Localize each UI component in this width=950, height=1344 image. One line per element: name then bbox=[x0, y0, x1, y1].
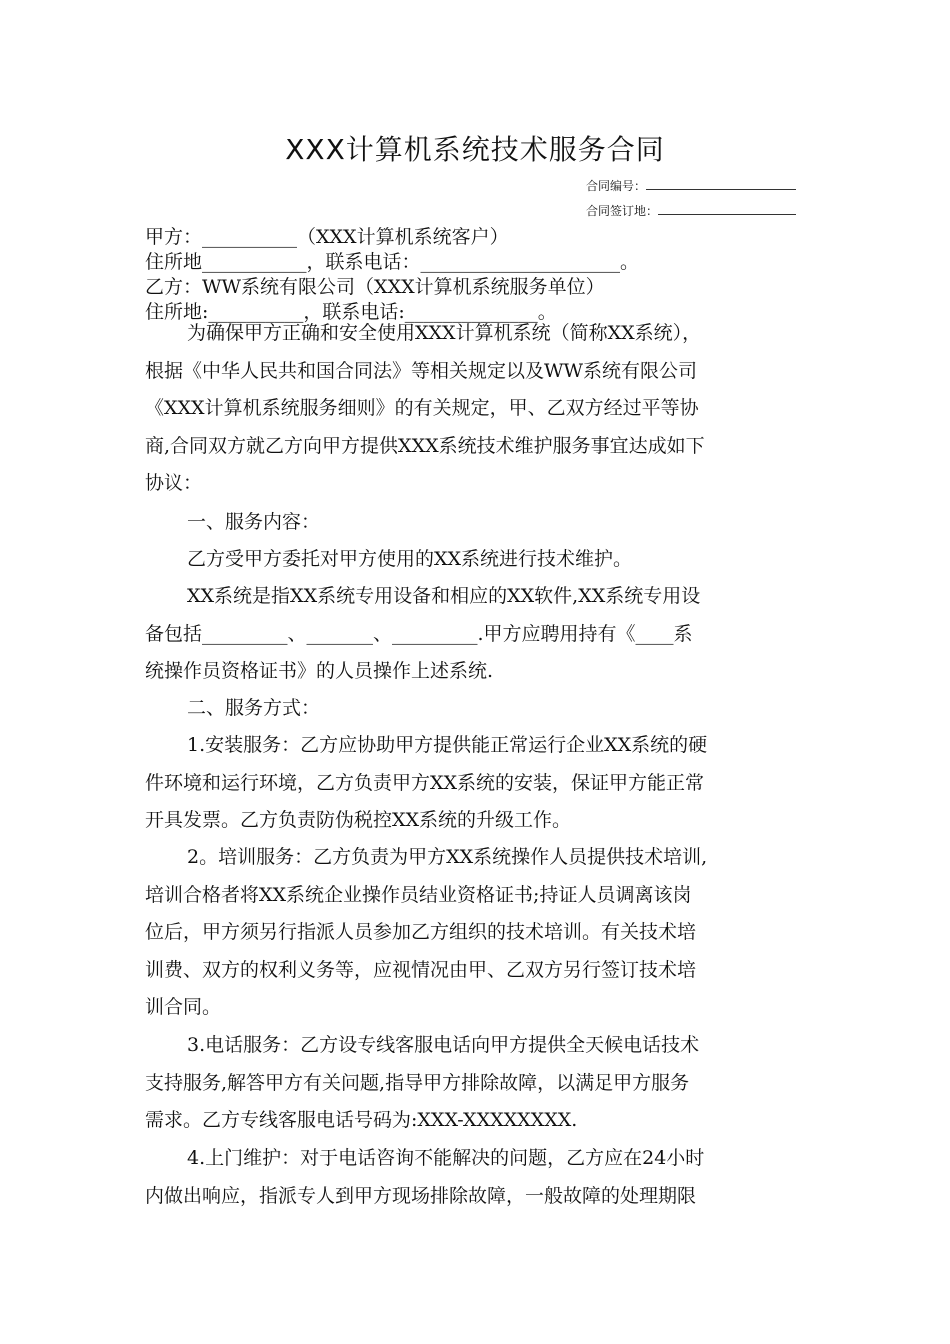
item-training-service bbox=[145, 839, 807, 1027]
paragraph-line: 乙方受甲方委托对甲方使用的XX系统进行技术维护。 bbox=[187, 548, 633, 570]
contract-place-label: 合同签订地： bbox=[586, 204, 659, 218]
section-1-paragraph-1 bbox=[145, 541, 807, 579]
preamble-line: 商,合同双方就乙方向甲方提供XXX系统技术维护服务事宜达成如下 bbox=[145, 434, 705, 457]
section-1-paragraph-2 bbox=[145, 578, 807, 691]
paragraph-line: 内做出响应，指派专人到甲方现场排除故障，一般故障的处理期限 bbox=[145, 1184, 697, 1207]
paragraph-line: 位后，甲方须另行指派人员参加乙方组织的技术培训。有关技术培 bbox=[145, 921, 697, 943]
paragraph-line: 1.安装服务：乙方应协助甲方提供能正常运行企业XX系统的硬 bbox=[187, 734, 708, 756]
preamble-line: 为确保甲方正确和安全使用XXX计算机系统（简称XX系统）， bbox=[187, 322, 702, 344]
paragraph-line: 备包括_________、_______、_________.甲方应聘用持有《____系 bbox=[145, 622, 693, 645]
preamble-line: 《XXX计算机系统服务细则》的有关规定，甲、乙双方经过平等协 bbox=[145, 397, 699, 419]
section-1-heading bbox=[145, 504, 807, 542]
paragraph-line: 开具发票。乙方负责防伪税控XX系统的升级工作。 bbox=[145, 809, 572, 831]
party-b-address: 住所地:__________，联系电话:______________。 bbox=[145, 301, 557, 323]
preamble-line: 协议： bbox=[145, 472, 203, 494]
paragraph-line: 4.上门维护：对于电话咨询不能解决的问题，乙方应在24小时 bbox=[187, 1147, 705, 1169]
contract-place-row bbox=[586, 201, 796, 220]
contract-number-row bbox=[586, 176, 796, 195]
preamble bbox=[145, 315, 807, 503]
paragraph-line: 训合同。 bbox=[145, 996, 222, 1018]
paragraph-line: 支持服务,解答甲方有关问题,指导甲方排除故障，以满足甲方服务 bbox=[145, 1071, 690, 1094]
item-onsite-maintenance bbox=[145, 1140, 807, 1215]
party-a-address: 住所地___________，联系电话：_____________________。 bbox=[145, 251, 640, 273]
paragraph-line: 训费、双方的权利义务等，应视情况由甲、乙双方另行签订技术培 bbox=[145, 958, 697, 981]
paragraph-line: 件环境和运行环境，乙方负责甲方XX系统的安装，保证甲方能正常 bbox=[145, 771, 705, 794]
document-title: XXX计算机系统技术服务合同 bbox=[285, 133, 665, 166]
contract-number-blank[interactable] bbox=[646, 176, 796, 190]
party-a: 甲方：__________（XXX计算机系统客户） bbox=[145, 226, 509, 248]
paragraph-line: 统操作员资格证书》的人员操作上述系统. bbox=[145, 660, 494, 682]
section-heading: 一、服务内容： bbox=[187, 511, 321, 533]
section-heading: 二、服务方式： bbox=[187, 697, 321, 719]
item-installation-service bbox=[145, 727, 807, 840]
paragraph-line: 2。培训服务：乙方负责为甲方XX系统操作人员提供技术培训, bbox=[187, 846, 708, 868]
item-phone-service bbox=[145, 1027, 807, 1140]
paragraph-line: 需求。乙方专线客服电话号码为:XXX-XXXXXXXX. bbox=[145, 1109, 578, 1131]
preamble-line: 根据《中华人民共和国合同法》等相关规定以及WW系统有限公司 bbox=[145, 359, 698, 382]
paragraph-line: 培训合格者将XX系统企业操作员结业资格证书;持证人员调离该岗 bbox=[145, 883, 692, 906]
party-b: 乙方：WW系统有限公司（XXX计算机系统服务单位） bbox=[145, 276, 605, 298]
contract-place-blank[interactable] bbox=[658, 201, 796, 215]
contract-number-label: 合同编号： bbox=[586, 179, 647, 193]
section-2-heading bbox=[145, 690, 807, 728]
paragraph-line: 3.电话服务：乙方设专线客服电话向甲方提供全天候电话技术 bbox=[187, 1034, 700, 1056]
paragraph-line: XX系统是指XX系统专用设备和相应的XX软件,XX系统专用设 bbox=[187, 585, 701, 607]
